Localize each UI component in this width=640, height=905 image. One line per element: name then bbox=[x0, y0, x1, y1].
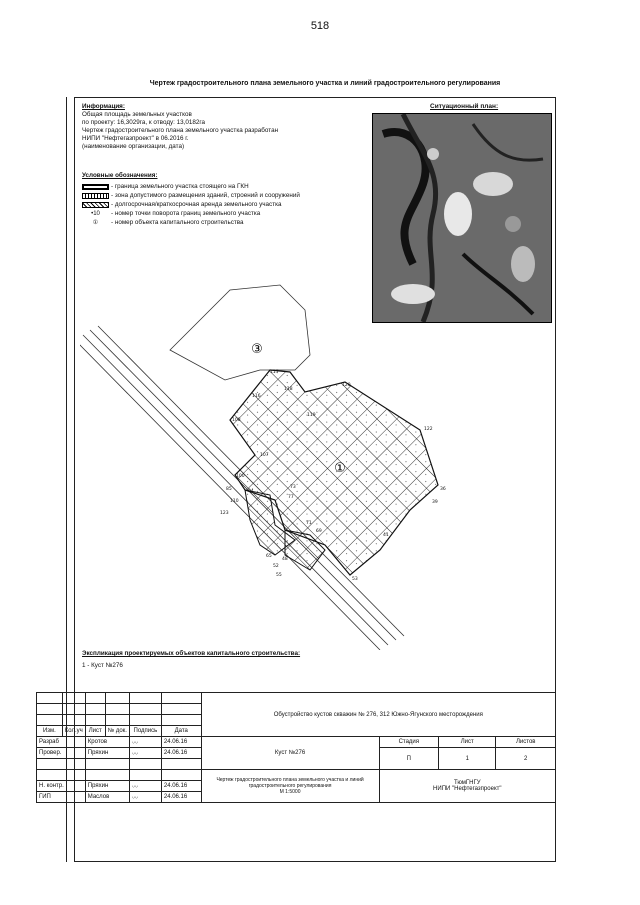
point-label: 110 bbox=[230, 499, 239, 504]
point-label: 108 bbox=[232, 418, 241, 423]
explication-heading: Экспликация проектируемых объектов капитального строительства: bbox=[82, 650, 301, 657]
legend-heading: Условные обозначения: bbox=[82, 172, 158, 179]
signature: 〰 bbox=[129, 737, 161, 748]
point-label: 65 bbox=[266, 554, 272, 559]
point-label: 116 bbox=[252, 394, 261, 399]
site-plan-drawing bbox=[80, 280, 520, 650]
stamp-row: Н. контр. Пряхин 〰 24.06.16 bbox=[37, 781, 556, 792]
page-number: 518 bbox=[310, 20, 330, 32]
point-label: 94 bbox=[248, 489, 254, 494]
info-line: Общая площадь земельных участков bbox=[82, 110, 192, 118]
point-label: 39 bbox=[432, 500, 438, 505]
stamp-row bbox=[37, 770, 556, 781]
legend-item: - зона допустимого размещения зданий, строений и сооружений bbox=[82, 191, 352, 200]
point-label: 53 bbox=[352, 577, 358, 582]
point-label: 77 bbox=[288, 495, 294, 500]
point-label: 48 bbox=[282, 557, 288, 562]
stamp-row: Разраб Кротов 〰 24.06.16 Куст №276 Стадия Лист Листов bbox=[37, 737, 556, 748]
organization: ТюмГНГУ НИПИ "Нефтегазпроект" bbox=[379, 770, 555, 803]
point-label: 85 bbox=[226, 487, 232, 492]
point-label: 119 bbox=[307, 413, 316, 418]
drawing-title: Чертеж градостроительного плана земельного участка и линий градостроительного регулирования bbox=[149, 80, 501, 87]
object-name: Куст №276 bbox=[201, 737, 379, 770]
stamp-row: Провер. Пряхин 〰 24.06.16 П 1 2 bbox=[37, 748, 556, 759]
point-label: 52 bbox=[273, 564, 279, 569]
situation-plan-heading: Ситуационный план: bbox=[430, 103, 499, 110]
signature: 〰 bbox=[129, 792, 161, 803]
legend-item: •10 - номер точки поворота границ земельного участка bbox=[82, 209, 352, 218]
lease-swatch-icon bbox=[82, 202, 109, 208]
object-label-3: ③ bbox=[251, 342, 263, 357]
signature: 〰 bbox=[129, 748, 161, 759]
point-label: 107 bbox=[260, 453, 269, 458]
stamp-header-row: Изм. Кол.уч Лист № док. Подпись Дата bbox=[37, 726, 556, 737]
zone-swatch-icon bbox=[82, 193, 109, 199]
info-line: НИПИ "Нефтегазпроект" в 06.2016 г. bbox=[82, 134, 189, 142]
info-line: по проекту: 16,3029га, к отводу: 13,0182га bbox=[82, 118, 206, 126]
point-number-symbol: •10 bbox=[91, 210, 100, 217]
legend-item: - долгосрочная/краткосрочная аренда земельного участка bbox=[82, 200, 352, 209]
signature: 〰 bbox=[129, 781, 161, 792]
object-number-symbol: ① bbox=[92, 219, 99, 226]
point-label: 71 bbox=[306, 521, 312, 526]
title-block-table bbox=[36, 692, 556, 803]
point-label: 122 bbox=[424, 427, 433, 432]
info-line: Чертеж градостроительного плана земельного участка разработан bbox=[82, 126, 279, 134]
point-label: 55 bbox=[276, 573, 282, 578]
point-label: 123 bbox=[220, 511, 229, 516]
point-label: 36 bbox=[440, 487, 446, 492]
point-label: 120 bbox=[342, 383, 351, 388]
legend-block bbox=[82, 172, 352, 227]
info-heading: Информация: bbox=[82, 103, 125, 110]
stamp-row: ГИП Маслов 〰 24.06.16 bbox=[37, 792, 556, 803]
legend-item: - граница земельного участка стоящего на ГКН bbox=[82, 182, 352, 191]
drawing-title-stamp: Чертеж градостроительного плана земельного участка и линий градостроительного регулирования М 1:5000 bbox=[201, 770, 379, 803]
explication-block bbox=[82, 650, 342, 670]
point-label: 100 bbox=[236, 474, 245, 479]
legend-item: ① - номер объекта капитального строительства bbox=[82, 218, 352, 227]
area-3-outline bbox=[170, 285, 310, 380]
object-label-1: ① bbox=[334, 461, 346, 476]
point-label: 69 bbox=[316, 529, 322, 534]
info-line: (наименование организации, дата) bbox=[82, 142, 185, 150]
point-label: 73 bbox=[290, 485, 296, 490]
boundary-swatch-icon bbox=[82, 184, 109, 190]
project-title: Обустройство кустов скважин № 276, 312 Южно-Ягунского месторождения bbox=[201, 693, 555, 737]
point-label: 41 bbox=[383, 533, 389, 538]
point-label: 118 bbox=[284, 387, 293, 392]
point-label: 117 bbox=[270, 370, 279, 375]
info-block bbox=[82, 103, 342, 150]
explication-item: 1 - Куст №276 bbox=[82, 662, 123, 669]
